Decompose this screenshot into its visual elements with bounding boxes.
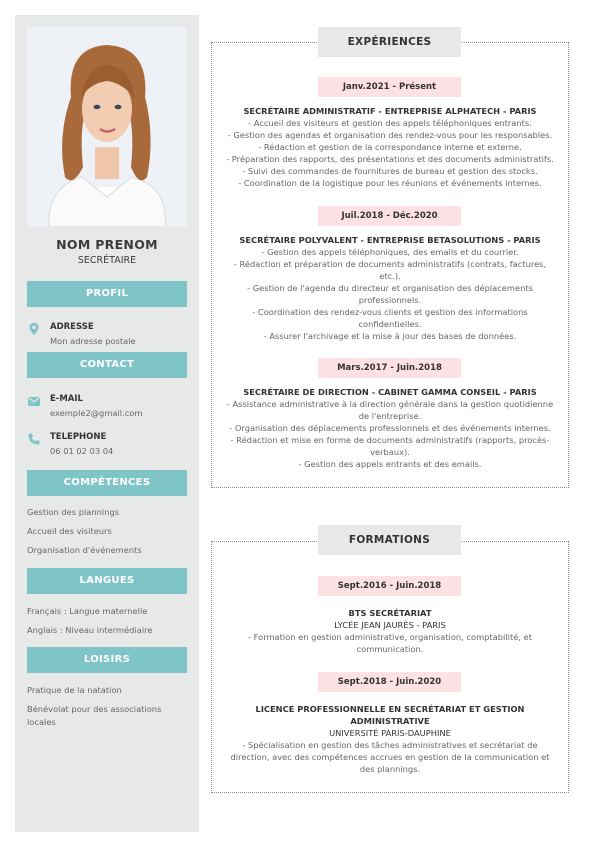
envelope-icon (27, 394, 41, 408)
formation-description (222, 631, 558, 655)
desc-line: - Accueil des visiteurs et gestion des appels téléphoniques entrants. (248, 118, 532, 128)
desc-line: - Rédaction et préparation de documents administratifs (contrats, factures, (233, 259, 547, 269)
skills-list (27, 506, 192, 557)
languages-list (27, 605, 192, 637)
languages-heading: LANGUES (27, 568, 187, 594)
desc-line: communication. (356, 644, 424, 654)
list-item: Accueil des visiteurs (27, 526, 112, 536)
experience-description (222, 398, 558, 470)
desc-line: - Rédaction et gestion de la correspondance interne et externe. (258, 142, 522, 152)
list-item: Bénévolat pour des associations (27, 704, 162, 714)
list-item: Anglais : Niveau intermédiaire (27, 625, 153, 635)
experience-description (222, 246, 558, 342)
desc-line: - Coordination des rendez-vous clients et gestion des informations (252, 307, 528, 317)
formation-school: LYCÉE JEAN JAURÈS - PARIS (334, 620, 446, 630)
desc-line: confidentielles. (358, 319, 422, 329)
address-label: ADRESSE (50, 322, 94, 332)
formation-title: BTS SECRÉTARIAT (348, 608, 432, 618)
email-value[interactable]: exemple2@gmail.com (50, 408, 143, 418)
profile-photo (27, 27, 187, 227)
experience-title: SECRÉTAIRE ADMINISTRATIF - ENTREPRISE ALPHATECH - PARIS (243, 106, 537, 116)
desc-line: - Gestion de l'agenda du directeur et organisation des déplacements (247, 283, 533, 293)
contact-heading: CONTACT (27, 352, 187, 378)
experience-date: Mars.2017 - Juin.2018 (318, 358, 461, 378)
desc-line: - Gestion des appels entrants et des emails. (298, 459, 482, 469)
formation-date: Sept.2016 - Juin.2018 (318, 576, 461, 596)
job-title: SECRÉTAIRE (77, 255, 137, 266)
formation-description (222, 739, 558, 775)
experience-title: SECRÉTAIRE POLYVALENT - ENTREPRISE BETASOLUTIONS - PARIS (239, 235, 541, 245)
desc-line: etc.). (379, 271, 401, 281)
desc-line: - Spécialisation en gestion des tâches administratives et secrétariat de (242, 740, 538, 750)
list-item: Organisation d'événements (27, 545, 142, 555)
desc-line: - Organisation des déplacements professionnels et des événements internes. (229, 423, 551, 433)
experience-date: Juil.2018 - Déc.2020 (318, 206, 461, 226)
address-value: Mon adresse postale (50, 336, 136, 346)
desc-line: - Formation en gestion administrative, organisation, comptabilité, et (248, 632, 532, 642)
desc-line: - Gestion des agendas et organisation des rendez-vous pour les responsables. (227, 130, 553, 140)
desc-line: - Rédaction et mise en forme de documents administratifs (rapports, procès- (230, 435, 550, 445)
list-item: Pratique de la natation (27, 685, 122, 695)
desc-line: - Assistance administrative à la direction générale dans la gestion quotidienne (226, 399, 554, 409)
desc-line: - Gestion des appels téléphoniques, des emails et du courrier. (261, 247, 519, 257)
profil-heading: PROFIL (27, 281, 187, 307)
phone-label: TELEPHONE (50, 432, 107, 442)
skills-heading: COMPÉTENCES (27, 470, 187, 496)
email-label: E-MAIL (50, 394, 83, 404)
formation-title-line: LICENCE PROFESSIONNELLE EN SECRÉTARIAT ET GESTION (255, 704, 525, 714)
experiences-heading: EXPÉRIENCES (318, 27, 461, 57)
formation-school: UNIVERSITÉ PARIS-DAUPHINE (329, 728, 451, 738)
desc-line: - Suivi des commandes de fournitures de bureau et gestion des stocks. (242, 166, 538, 176)
desc-line: de l'entreprise. (358, 411, 422, 421)
phone-value[interactable]: 06 01 02 03 04 (50, 446, 114, 456)
desc-line: verbaux). (370, 447, 410, 457)
desc-line: - Assurer l'archivage et la mise à jour des bases de données. (263, 331, 517, 341)
list-item: locales (27, 717, 56, 727)
desc-line: des plannings. (359, 764, 421, 774)
hobbies-list (27, 684, 192, 729)
experience-description (222, 117, 558, 189)
full-name: NOM PRENOM (56, 237, 158, 252)
formation-title-line: ADMINISTRATIVE (350, 716, 430, 726)
desc-line: direction, avec des compétences accrues en gestion de la communication et (230, 752, 550, 762)
sidebar (15, 15, 199, 832)
list-item: Français : Langue maternelle (27, 606, 148, 616)
hobbies-heading: LOISIRS (27, 647, 187, 673)
experience-date: Janv.2021 - Présent (318, 77, 461, 97)
desc-line: - Coordination de la logistique pour les réunions et événements internes. (238, 178, 542, 188)
list-item: Gestion des plannings (27, 507, 120, 517)
location-pin-icon (27, 322, 41, 336)
formation-title (222, 703, 558, 727)
experience-title: SECRÉTAIRE DE DIRECTION - CABINET GAMMA CONSEIL - PARIS (243, 387, 537, 397)
desc-line: professionnels. (358, 295, 422, 305)
formation-date: Sept.2018 - Juin.2020 (318, 672, 461, 692)
formations-heading: FORMATIONS (318, 525, 461, 555)
phone-icon (27, 432, 41, 446)
desc-line: - Préparation des rapports, des présentations et des documents administratifs. (226, 154, 554, 164)
